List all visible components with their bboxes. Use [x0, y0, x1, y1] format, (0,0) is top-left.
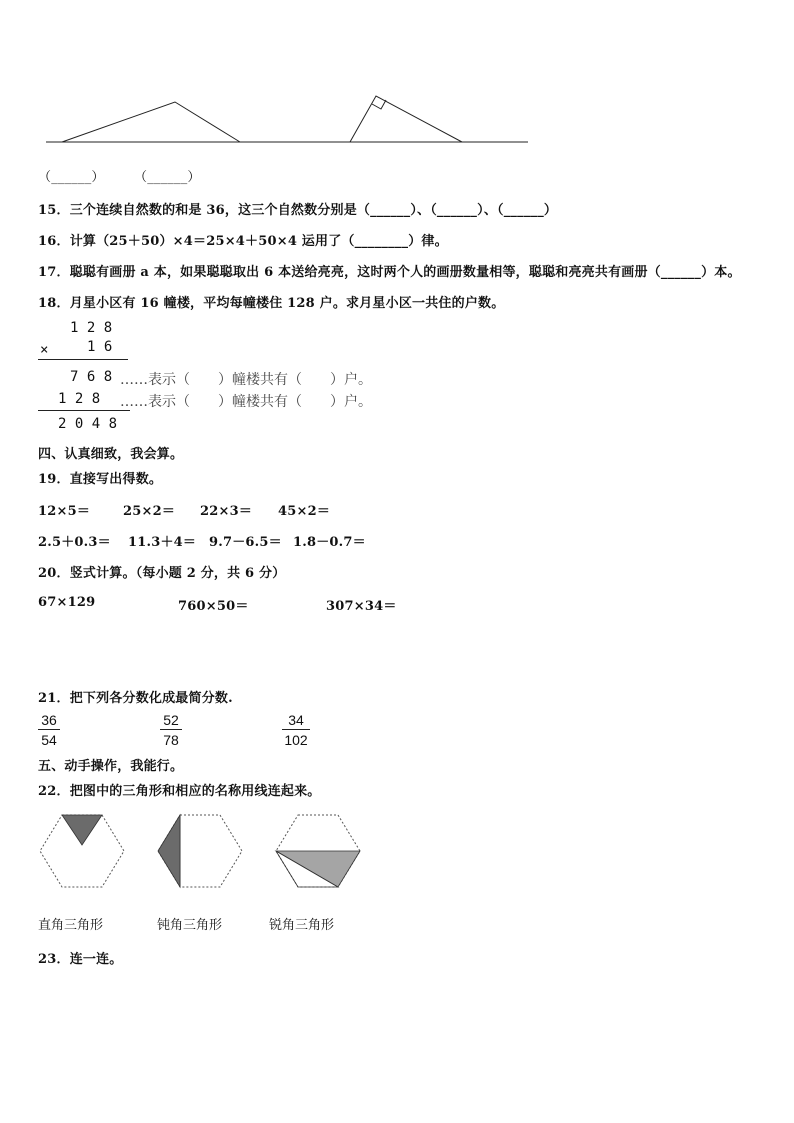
question-number: 23． [38, 952, 70, 967]
partial-product-1: 7 6 8 [70, 369, 113, 385]
angle-figures [0, 0, 794, 160]
label-acute-triangle[interactable]: 锐角三角形 [269, 918, 335, 933]
calc-item: 9.7－6.5＝ [209, 535, 282, 550]
times-sign: × [40, 342, 49, 358]
angle-blank-1[interactable]: （______） [38, 170, 105, 185]
fraction [282, 712, 310, 748]
partial-note-2: ……表示（ ）幢楼共有（ ）户。 [120, 394, 372, 410]
hexagon-2 [158, 815, 242, 887]
question-15 [38, 199, 557, 218]
fraction [38, 712, 60, 748]
question-text: 竖式计算。（每小题 2 分，共 6 分） [69, 566, 286, 581]
hexagon-3 [276, 815, 360, 887]
calc-item: 25×2＝ [123, 504, 176, 519]
question-16 [38, 230, 448, 249]
question-text: 把图中的三角形和相应的名称用线连起来。 [69, 784, 321, 799]
calc-item: 45×2＝ [278, 504, 331, 519]
question-text: 三个连续自然数的和是 36，这三个自然数分别是（______）、（______）、（______） [69, 203, 558, 218]
obtuse-triangle-shape[interactable] [158, 815, 180, 887]
question-text: 聪聪有画册 a 本，如果聪聪取出 6 本送给亮亮，这时两个人的画册数量相等，聪聪和亮亮共有画册（______）本。 [69, 265, 741, 280]
fraction-numerator: 52 [163, 712, 179, 728]
hexagon-1 [40, 815, 124, 887]
angle-blank-2[interactable]: （______） [134, 170, 201, 185]
fraction-denominator: 54 [41, 732, 57, 748]
rule-line-1 [38, 359, 128, 360]
rule-line-2 [38, 410, 130, 411]
calc-item: 1.8－0.7＝ [293, 535, 366, 550]
label-obtuse-triangle[interactable]: 钝角三角形 [157, 918, 223, 933]
question-number: 17． [38, 265, 70, 280]
question-text: 月星小区有 16 幢楼，平均每幢楼住 128 户。求月星小区一共住的户数。 [69, 296, 505, 311]
section-5-title: 五、动手操作，我能行。 [38, 759, 184, 774]
calc-item: 12×5＝ [38, 504, 91, 519]
hexagon-figures [0, 805, 794, 925]
question-18 [38, 292, 504, 311]
acute-triangle-shape[interactable] [276, 851, 360, 887]
partial-product-2: 1 2 8 [58, 391, 101, 407]
question-22 [38, 780, 321, 799]
question-19 [38, 468, 162, 487]
calc-item: 22×3＝ [200, 504, 253, 519]
vertical-calc-item: 307×34＝ [326, 599, 397, 614]
question-text: 直接写出得数。 [69, 472, 163, 487]
multiplier: 1 6 [87, 339, 113, 355]
product-result: 2 0 4 8 [58, 416, 118, 432]
fraction-denominator: 102 [284, 732, 308, 748]
section-4-title: 四、认真细致，我会算。 [38, 447, 184, 462]
question-text: 计算（25＋50）×4＝25×4＋50×4 运用了（________）律。 [69, 234, 448, 249]
fraction-numerator: 36 [41, 712, 57, 728]
question-number: 18． [38, 296, 70, 311]
question-number: 21． [38, 691, 70, 706]
question-number: 16． [38, 234, 70, 249]
question-21 [38, 687, 233, 706]
fraction [160, 712, 182, 748]
question-17 [38, 261, 741, 280]
question-20 [38, 562, 285, 581]
question-number: 15． [38, 203, 70, 218]
fraction-numerator: 34 [288, 712, 304, 728]
multiplicand: 1 2 8 [70, 320, 113, 336]
question-23 [38, 948, 123, 967]
right-triangle-shape[interactable] [62, 815, 102, 845]
fraction-denominator: 78 [163, 732, 179, 748]
vertical-calc-item: 67×129 [38, 595, 96, 610]
question-text: 把下列各分数化成最简分数. [69, 691, 233, 706]
calc-item: 2.5＋0.3＝ [38, 535, 111, 550]
question-number: 20． [38, 566, 70, 581]
calc-item: 11.3＋4＝ [128, 535, 197, 550]
question-number: 22． [38, 784, 70, 799]
label-right-triangle[interactable]: 直角三角形 [38, 918, 104, 933]
question-text: 连一连。 [69, 952, 123, 967]
vertical-calc-item: 760×50＝ [178, 599, 249, 614]
question-number: 19． [38, 472, 70, 487]
partial-note-1: ……表示（ ）幢楼共有（ ）户。 [120, 372, 372, 388]
